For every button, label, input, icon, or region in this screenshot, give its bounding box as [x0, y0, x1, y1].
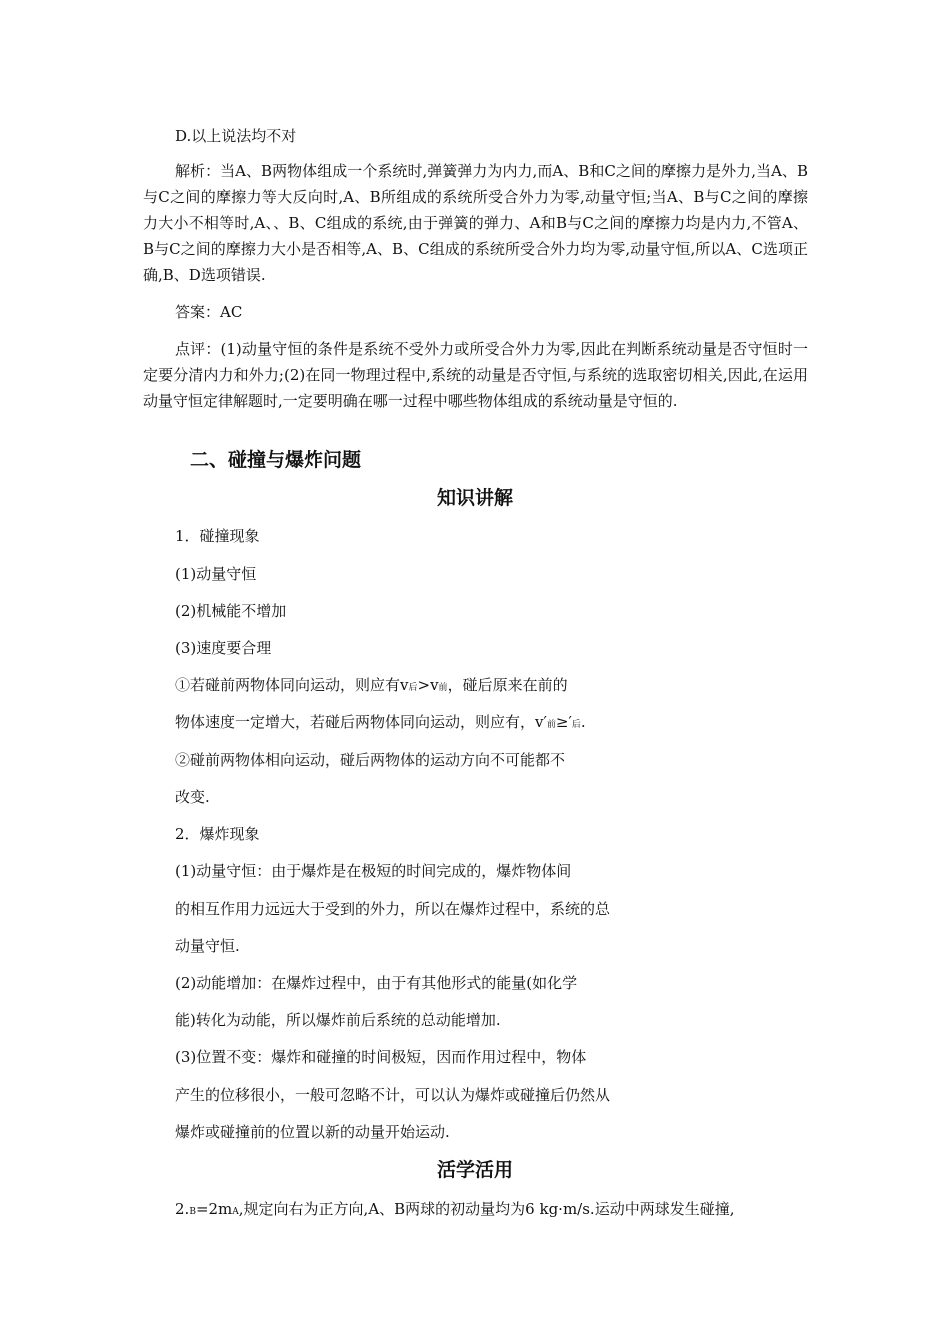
analysis-paragraph: 解析：当A、B两物体组成一个系统时,弹簧弹力为内力,而A、B和C之间的摩擦力是外力,当A、B与C之间的摩擦力等大反向时,A、B所组成的系统所受合外力为零,动量守恒;当A、B与C之间的摩擦力大小不相等时,A、、B、C组成的系统,由于弹簧的弹力、A和B与C之间的摩擦力均是内力,不管A、B与C之间的摩擦力大小是否相等,A、B、C组成的系统所受合外力均为零,动量守恒,所以A、C选项正确,B、D选项错误. — [143, 162, 808, 284]
problem-rest: ,规定向右为正方向,A、B两球的初动量均为6 kg·m/s.运动中两球发生碰撞, — [238, 1200, 735, 1218]
rule1-line2-sub-before: 前 — [546, 720, 556, 730]
section-title: 二、碰撞与爆炸问题 — [190, 449, 362, 471]
collision-rule-2-line-2: 改变. — [175, 788, 210, 806]
knowledge-title: 知识讲解 — [436, 487, 513, 509]
rule1-sub-after: 后 — [408, 683, 418, 693]
rule1-sub-before: 前 — [438, 683, 448, 693]
problem-sub-b: B — [189, 1207, 196, 1217]
collision-item-velocity: (3)速度要合理 — [175, 639, 272, 657]
problem-line — [175, 1199, 734, 1222]
answer-line: 答案：AC — [175, 303, 243, 321]
collision-heading: 1．碰撞现象 — [175, 527, 260, 545]
collision-item-energy: (2)机械能不增加 — [175, 602, 287, 620]
collision-rule-1-line-1 — [175, 675, 568, 698]
collision-item-momentum: (1)动量守恒 — [175, 565, 257, 583]
rule1-line2-text-c: . — [580, 713, 586, 731]
explosion-heading: 2．爆炸现象 — [175, 825, 260, 843]
rule1-text-a: ①若碰前两物体同向运动，则应有v — [175, 676, 409, 694]
collision-rule-2-line-1: ②碰前两物体相向运动，碰后两物体的运动方向不可能都不 — [175, 751, 566, 769]
option-d: D.以上说法均不对 — [175, 127, 297, 145]
explosion-p3-line-3: 爆炸或碰撞前的位置以新的动量开始运动. — [175, 1123, 450, 1141]
practice-title: 活学活用 — [436, 1159, 513, 1181]
explosion-p1-line-1: (1)动量守恒：由于爆炸是在极短的时间完成的，爆炸物体间 — [175, 862, 572, 880]
rule1-text-b: >v — [417, 676, 439, 694]
explosion-p3-line-2: 产生的位移很小，一般可忽略不计，可以认为爆炸或碰撞后仍然从 — [175, 1086, 611, 1104]
problem-sub-a: A — [232, 1207, 239, 1217]
explosion-p2-line-2: 能)转化为动能，所以爆炸前后系统的总动能增加. — [175, 1011, 501, 1029]
explosion-p1-line-3: 动量守恒. — [175, 937, 240, 955]
explosion-p1-line-2: 的相互作用力远远大于受到的外力，所以在爆炸过程中，系统的总 — [175, 900, 611, 918]
explosion-p2-line-1: (2)动能增加：在爆炸过程中，由于有其他形式的能量(如化学 — [175, 974, 578, 992]
rule1-line2-sub-after: 后 — [571, 720, 581, 730]
explosion-p3-line-1: (3)位置不变：爆炸和碰撞的时间极短，因而作用过程中，物体 — [175, 1048, 587, 1066]
rule1-text-c: ，碰后原来在前的 — [447, 676, 568, 694]
collision-rule-1-line-2 — [175, 712, 586, 735]
rule1-line2-text-b: ≥′ — [555, 713, 572, 731]
problem-eq: =2m — [195, 1200, 233, 1218]
rule1-line2-text-a: 物体速度一定增大，若碰后两物体同向运动，则应有，v′ — [175, 713, 547, 731]
problem-prefix: 2. — [175, 1200, 190, 1218]
comment-paragraph: 点评：(1)动量守恒的条件是系统不受外力或所受合外力为零,因此在判断系统动量是否守恒时一定要分清内力和外力;(2)在同一物理过程中,系统的动量是否守恒,与系统的选取密切相关,因此,在运用动量守恒定律解题时,一定要明确在哪一过程中哪些物体组成的系统动量是守恒的. — [143, 340, 808, 410]
